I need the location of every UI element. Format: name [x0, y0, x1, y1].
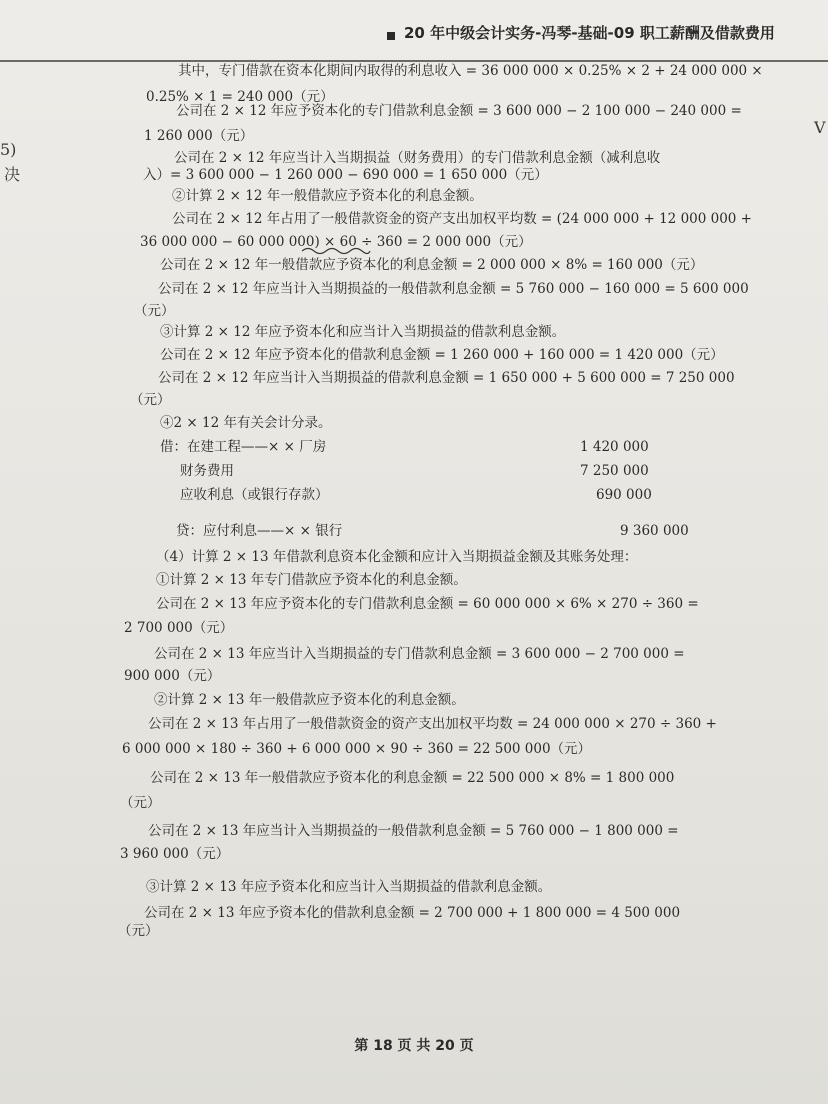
body-line: 0.25% × 1 = 240 000（元）: [146, 89, 334, 105]
header-title: 20 年中级会计实务-冯琴-基础-09 职工薪酬及借款费用: [404, 24, 775, 42]
body-line: 公司在 2 × 12 年应予资本化的借款利息金额 = 1 260 000 + 160 000 = 1 420 000（元）: [160, 347, 724, 363]
header-bullet-icon: [387, 32, 395, 40]
body-line: ④2 × 12 年有关会计分录。: [160, 415, 332, 431]
journal-amount: 7 250 000: [580, 463, 649, 479]
body-line: 公司在 2 × 13 年一般借款应予资本化的利息金额 = 22 500 000 × 8% = 1 800 000: [150, 770, 675, 786]
edge-mark: 5): [0, 140, 17, 159]
body-line: （元）: [130, 392, 171, 408]
body-line: 公司在 2 × 12 年应当计入当期损益（财务费用）的专门借款利息金额（减利息收: [174, 150, 661, 166]
body-line: 900 000（元）: [124, 668, 221, 684]
body-line: 公司在 2 × 12 年应当计入当期损益的借款利息金额 = 1 650 000 + 5 600 000 = 7 250 000: [158, 370, 735, 386]
journal-debit-line: 应收利息（或银行存款）: [180, 487, 329, 503]
journal-debit-line: 财务费用: [180, 463, 234, 479]
journal-credit-line: 贷：应付利息——× × 银行: [176, 523, 343, 539]
edge-mark: V: [814, 118, 826, 137]
body-line: 公司在 2 × 12 年应当计入当期损益的一般借款利息金额 = 5 760 000 − 160 000 = 5 600 000: [158, 281, 749, 297]
journal-amount: 1 420 000: [580, 439, 649, 455]
edge-mark: 决: [4, 165, 21, 184]
body-line: ②计算 2 × 13 年一般借款应予资本化的利息金额。: [154, 692, 465, 708]
journal-amount: 690 000: [596, 487, 652, 503]
page-header: [0, 0, 828, 62]
body-line: ③计算 2 × 13 年应予资本化和应当计入当期损益的借款利息金额。: [146, 879, 552, 895]
body-line: 公司在 2 × 13 年应予资本化的专门借款利息金额 = 60 000 000 × 6% × 270 ÷ 360 =: [156, 596, 699, 612]
body-line: ①计算 2 × 13 年专门借款应予资本化的利息金额。: [156, 572, 467, 588]
body-line: 公司在 2 × 12 年应予资本化的专门借款利息金额 = 3 600 000 − 2 100 000 − 240 000 =: [176, 103, 742, 119]
journal-debit-line: 借：在建工程——× × 厂房: [160, 439, 327, 455]
journal-amount: 9 360 000: [620, 523, 689, 539]
body-line: 公司在 2 × 13 年应当计入当期损益的一般借款利息金额 = 5 760 000 − 1 800 000 =: [148, 823, 679, 839]
body-line: 3 960 000（元）: [120, 846, 230, 862]
body-line: 其中，专门借款在资本化期间内取得的利息收入 = 36 000 000 × 0.25% × 2 + 24 000 000 ×: [178, 63, 763, 79]
handwritten-squiggle: [300, 246, 372, 256]
body-line: （元）: [134, 303, 175, 319]
page-number: 第 18 页 共 20 页: [354, 1038, 474, 1054]
body-line: 公司在 2 × 13 年应当计入当期损益的专门借款利息金额 = 3 600 000 − 2 700 000 =: [154, 646, 685, 662]
body-line: 2 700 000（元）: [124, 620, 234, 636]
body-line: 36 000 000 − 60 000 000) × 60 ÷ 360 = 2 000 000（元）: [140, 234, 532, 250]
body-line: 入）= 3 600 000 − 1 260 000 − 690 000 = 1 650 000（元）: [143, 167, 548, 183]
body-line: 1 260 000（元）: [144, 128, 254, 144]
body-line: ③计算 2 × 12 年应予资本化和应当计入当期损益的借款利息金额。: [160, 324, 566, 340]
body-line: 公司在 2 × 12 年占用了一般借款资金的资产支出加权平均数 = (24 000 000 + 12 000 000 +: [172, 211, 752, 227]
section-heading: （4）计算 2 × 13 年借款利息资本化金额和应计入当期损益金额及其账务处理：: [156, 549, 638, 565]
body-line: 公司在 2 × 13 年占用了一般借款资金的资产支出加权平均数 = 24 000 000 × 270 ÷ 360 +: [148, 716, 717, 732]
body-line: 公司在 2 × 13 年应予资本化的借款利息金额 = 2 700 000 + 1 800 000 = 4 500 000: [144, 905, 681, 921]
body-line: 公司在 2 × 12 年一般借款应予资本化的利息金额 = 2 000 000 × 8% = 160 000（元）: [160, 257, 704, 273]
body-line: （元）: [120, 795, 161, 811]
body-line: 6 000 000 × 180 ÷ 360 + 6 000 000 × 90 ÷ 360 = 22 500 000（元）: [122, 741, 592, 757]
body-line: （元）: [118, 923, 159, 939]
body-line: ②计算 2 × 12 年一般借款应予资本化的利息金额。: [172, 188, 483, 204]
